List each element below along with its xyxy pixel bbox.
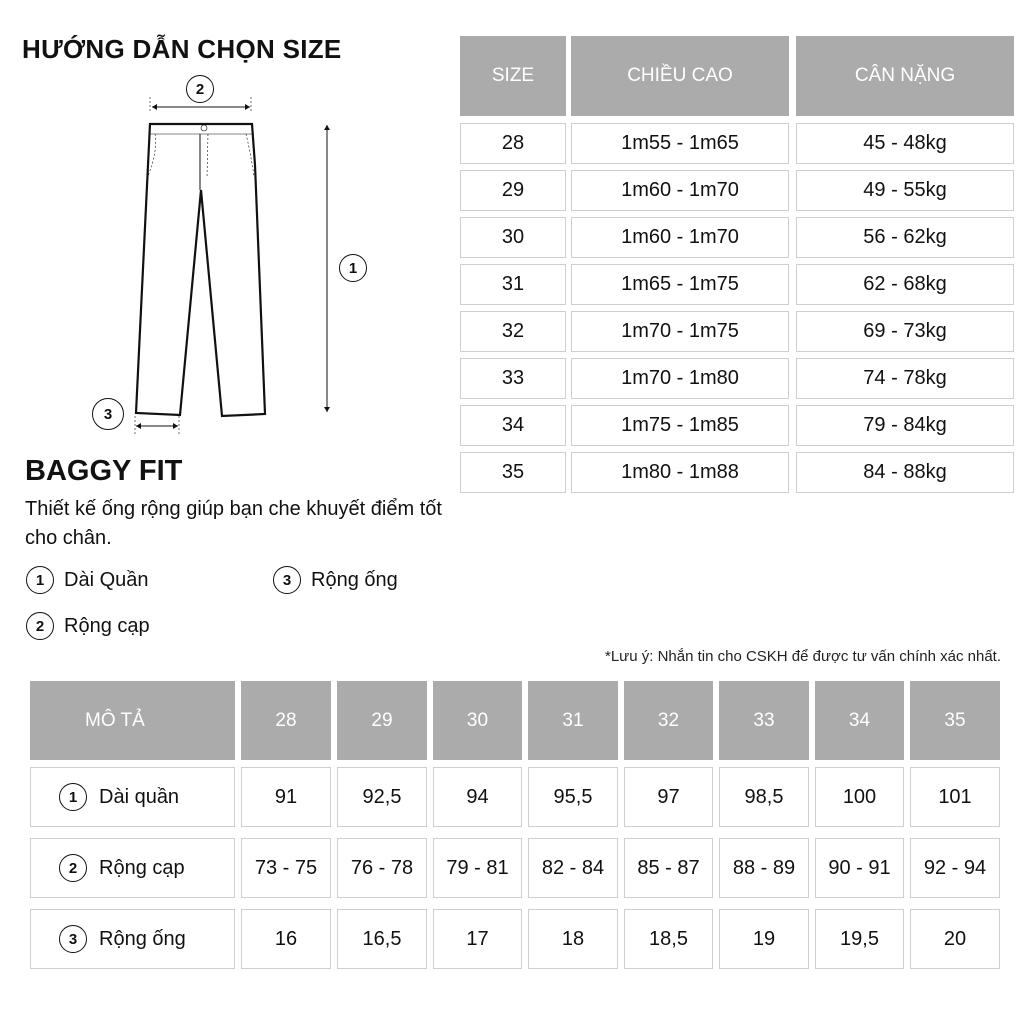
measure-table-cell: 17 <box>433 909 522 969</box>
size-table-cell: 33 <box>460 358 566 399</box>
legend-number: 2 <box>26 612 54 640</box>
measure-table-cell: 100 <box>815 767 904 827</box>
measure-table-cell: 82 - 84 <box>528 838 618 898</box>
legend-label: Rộng ống <box>311 568 398 591</box>
measure-table-cell: 88 - 89 <box>719 838 809 898</box>
size-table-cell: 69 - 73kg <box>796 311 1014 352</box>
size-table-cell: 74 - 78kg <box>796 358 1014 399</box>
row-label: Rộng cạp <box>99 856 185 879</box>
size-table-cell: 56 - 62kg <box>796 217 1014 258</box>
measure-table-header: 28 <box>241 681 331 760</box>
size-table-cell: 1m75 - 1m85 <box>571 405 789 446</box>
measure-row-label <box>30 838 235 898</box>
fit-description: Thiết kế ống rộng giúp bạn che khuyết điểm tốt cho chân. <box>25 498 442 549</box>
size-table-cell: 32 <box>460 311 566 352</box>
measure-row-label <box>30 909 235 969</box>
size-table-cell: 1m55 - 1m65 <box>571 123 789 164</box>
size-table-cell: 1m60 - 1m70 <box>571 217 789 258</box>
measure-table-cell: 18 <box>528 909 618 969</box>
measure-table-cell: 73 - 75 <box>241 838 331 898</box>
measure-table-header: 35 <box>910 681 1000 760</box>
measure-table-cell: 79 - 81 <box>433 838 522 898</box>
legend-item <box>26 566 149 594</box>
fit-name: BAGGY FIT <box>25 455 183 487</box>
legend-item <box>26 612 150 640</box>
size-table-cell: 30 <box>460 217 566 258</box>
marker-1: 1 <box>339 254 367 282</box>
size-table-cell: 1m60 - 1m70 <box>571 170 789 211</box>
measure-table-header: 34 <box>815 681 904 760</box>
size-table-cell: 1m65 - 1m75 <box>571 264 789 305</box>
size-table-header: SIZE <box>460 36 566 116</box>
size-table-header: CÂN NẶNG <box>796 36 1014 116</box>
measure-table-cell: 101 <box>910 767 1000 827</box>
measure-table-cell: 19 <box>719 909 809 969</box>
page-title: HƯỚNG DẪN CHỌN SIZE <box>22 34 342 64</box>
size-table-cell: 1m70 - 1m80 <box>571 358 789 399</box>
legend-label: Dài Quần <box>64 568 149 591</box>
measure-table-header: 32 <box>624 681 713 760</box>
measure-table-cell: 16 <box>241 909 331 969</box>
measure-table-cell: 97 <box>624 767 713 827</box>
measure-table-cell: 92 - 94 <box>910 838 1000 898</box>
measure-table-cell: 18,5 <box>624 909 713 969</box>
measure-table-header: 31 <box>528 681 618 760</box>
size-table-cell: 31 <box>460 264 566 305</box>
measure-table-cell: 19,5 <box>815 909 904 969</box>
measure-table-cell: 92,5 <box>337 767 427 827</box>
row-label: Dài quần <box>99 785 180 808</box>
measure-table-header: 30 <box>433 681 522 760</box>
legend-item <box>273 566 398 594</box>
size-table-header: CHIỀU CAO <box>571 36 789 116</box>
size-table-cell: 1m80 - 1m88 <box>571 452 789 493</box>
marker-3: 3 <box>92 398 124 430</box>
measure-table-header: 33 <box>719 681 809 760</box>
pants-diagram <box>0 0 450 450</box>
row-number: 3 <box>59 925 87 953</box>
legend-label: Rộng cạp <box>64 614 150 637</box>
measure-table-header: MÔ TẢ <box>30 681 235 760</box>
measure-table-cell: 76 - 78 <box>337 838 427 898</box>
measure-table-cell: 94 <box>433 767 522 827</box>
size-table-cell: 84 - 88kg <box>796 452 1014 493</box>
size-table-cell: 45 - 48kg <box>796 123 1014 164</box>
size-table-cell: 79 - 84kg <box>796 405 1014 446</box>
size-table-cell: 34 <box>460 405 566 446</box>
measure-table-cell: 90 - 91 <box>815 838 904 898</box>
size-table-cell: 62 - 68kg <box>796 264 1014 305</box>
size-table-cell: 29 <box>460 170 566 211</box>
size-table-cell: 35 <box>460 452 566 493</box>
size-table-cell: 49 - 55kg <box>796 170 1014 211</box>
marker-2: 2 <box>186 75 214 103</box>
legend-number: 3 <box>273 566 301 594</box>
row-number: 2 <box>59 854 87 882</box>
measure-table-cell: 85 - 87 <box>624 838 713 898</box>
row-label: Rộng ống <box>99 927 186 950</box>
size-table-cell: 28 <box>460 123 566 164</box>
note: *Lưu ý: Nhắn tin cho CSKH để được tư vấn chính xác nhất. <box>605 648 1001 665</box>
measure-table-cell: 16,5 <box>337 909 427 969</box>
measure-table-cell: 91 <box>241 767 331 827</box>
measure-table-cell: 20 <box>910 909 1000 969</box>
row-number: 1 <box>59 783 87 811</box>
measure-table-header: 29 <box>337 681 427 760</box>
measure-row-label <box>30 767 235 827</box>
measure-table-cell: 95,5 <box>528 767 618 827</box>
measure-table-cell: 98,5 <box>719 767 809 827</box>
size-table-cell: 1m70 - 1m75 <box>571 311 789 352</box>
legend-number: 1 <box>26 566 54 594</box>
